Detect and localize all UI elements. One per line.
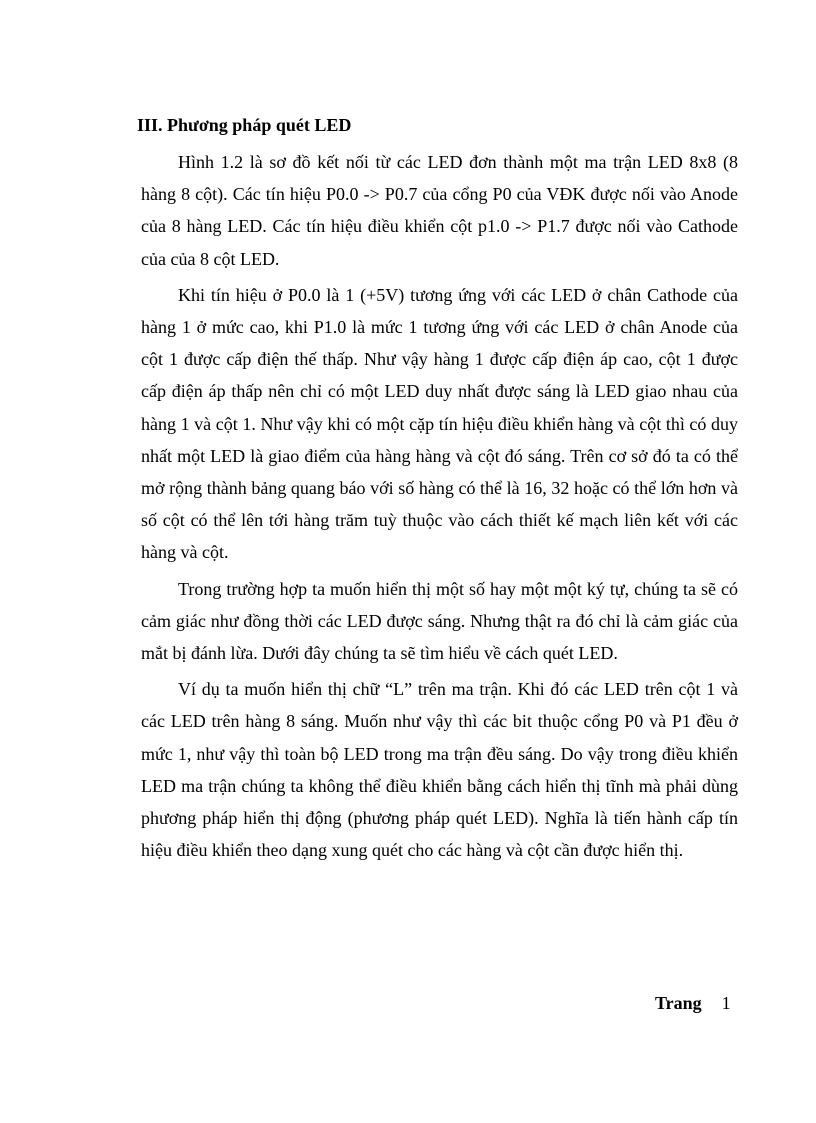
paragraph: Ví dụ ta muốn hiển thị chữ “L” trên ma trận. Khi đó các LED trên cột 1 và các LED trên hàng 8 sáng. Muốn như vậy thì các bit thuộc cổng P0 và P1 đều ở mức 1, như vậy thì toàn bộ LED trong ma trận đều sáng. Do vậy trong điều khiển LED ma trận chúng ta không thể điều khiển bằng cách hiển thị tĩnh mà phải dùng phương pháp hiển thị động (phương pháp quét LED). Nghĩa là tiến hành cấp tín hiệu điều khiển theo dạng xung quét cho các hàng và cột cần được hiển thị. (141, 679, 738, 861)
page-label: Trang (655, 993, 702, 1013)
paragraph: Trong trường hợp ta muốn hiển thị một số hay một một ký tự, chúng ta sẽ có cảm giác như đồng thời các LED được sáng. Nhưng thật ra đó chỉ là cảm giác của mắt bị đánh lừa. Dưới đây chúng ta sẽ tìm hiểu về cách quét LED. (141, 578, 738, 664)
paragraph: Hình 1.2 là sơ đồ kết nối từ các LED đơn thành một ma trận LED 8x8 (8 hàng 8 cột). Các tín hiệu P0.0 -> P0.7 của cổng P0 của VĐK được nối vào Anode của 8 hàng LED. Các tín hiệu điều khiển cột p1.0 -> P1.7 được nối vào Cathode của của 8 cột LED. (141, 152, 738, 269)
paragraph: Khi tín hiệu ở P0.0 là 1 (+5V) tương ứng với các LED ở chân Cathode của hàng 1 ở mức cao, khi P1.0 là mức 1 tương ứng với các LED ở chân Anode của cột 1 được cấp điện thế thấp. Như vậy hàng 1 được cấp điện áp cao, cột 1 được cấp điện áp thấp nên chỉ có một LED duy nhất được sáng là LED giao nhau của hàng 1 và cột 1. Như vậy khi có một cặp tín hiệu điều khiển hàng và cột thì có duy nhất một LED là giao điểm của hàng hàng và cột đó sáng. Trên cơ sở đó ta có thể mở rộng thành bảng quang báo với số hàng có thể là 16, 32 hoặc có thể lớn hơn và số cột có thể lên tới hàng trăm tuỳ thuộc vào cách thiết kế mạch liên kết với các hàng và cột. (141, 284, 738, 563)
section-heading: III. Phương pháp quét LED (137, 115, 352, 135)
page-footer (655, 991, 731, 1015)
page-number: 1 (721, 993, 731, 1013)
body-text (141, 146, 738, 870)
